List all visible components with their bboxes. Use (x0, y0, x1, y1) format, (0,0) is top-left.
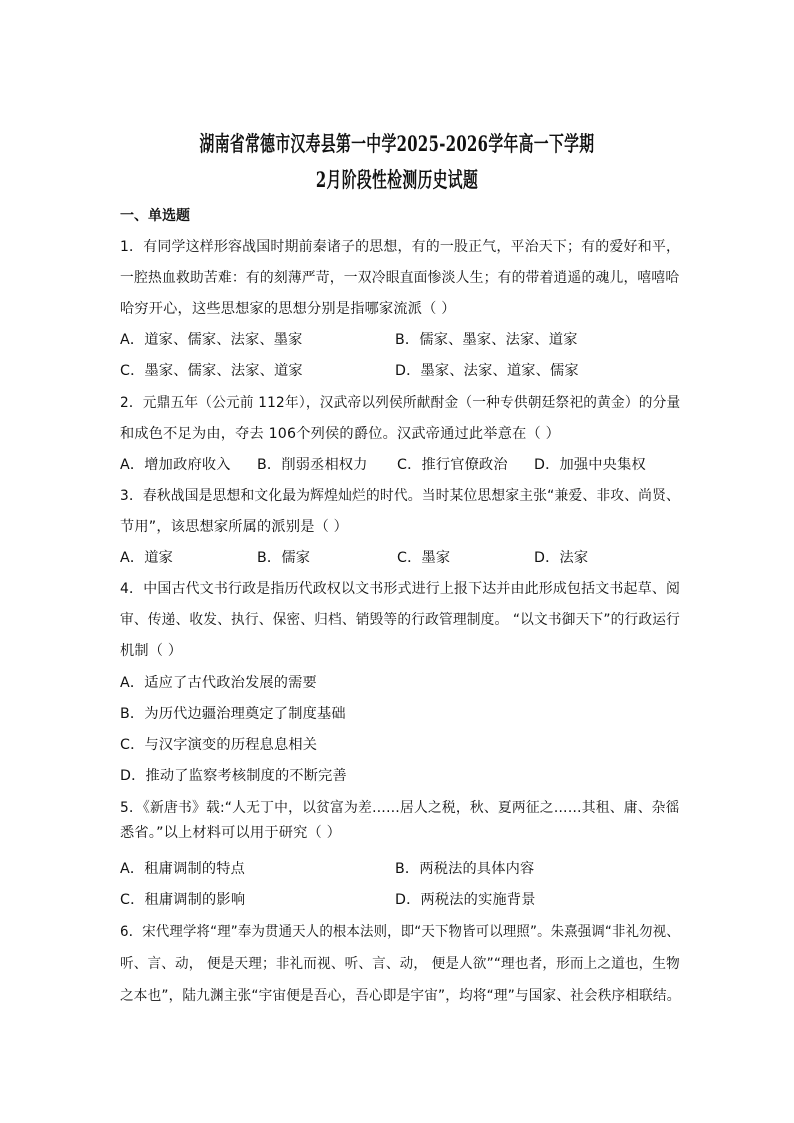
q5-option-c[interactable]: C．租庸调制的影响 (120, 892, 246, 908)
q2-line: 和成色不足为由，夺去 106个列侯的爵位。汉武帝通过此举意在（ ） (120, 426, 560, 442)
q4-option-d[interactable]: D．推动了监察考核制度的不断完善 (120, 768, 347, 784)
q4-line: 机制（ ） (120, 643, 183, 659)
q3-option-c[interactable]: C．墨家 (397, 550, 451, 566)
q1-line: 一腔热血救助苦难：有的刻薄严苛，一双冷眼直面惨淡人生；有的带着逍遥的魂儿，嘻嘻哈 (120, 270, 680, 286)
q3-line: 3．春秋战国是思想和文化最为辉煌灿烂的时代。当时某位思想家主张“兼爱、非攻、尚贤、 (120, 488, 680, 504)
q4-option-a[interactable]: A．适应了古代政治发展的需要 (120, 675, 317, 691)
q3-option-d[interactable]: D．法家 (534, 550, 589, 566)
q5-line: 悉省。”以上材料可以用于研究（ ） (120, 825, 341, 841)
q1-line: 1．有同学这样形容战国时期前秦诸子的思想，有的一股正气，平治天下；有的爱好和平， (120, 239, 681, 255)
exam-title-line1: 湖南省常德市汉寿县第一中学2025-2026学年高一下学期 (199, 131, 595, 156)
q5-option-b[interactable]: B．两税法的具体内容 (395, 861, 535, 877)
q6-line: 之本也”，陆九渊主张“宇宙便是吾心，吾心即是宇宙”，均将“理”与国家、社会秩序相联结。 (120, 988, 681, 1004)
q2-option-b[interactable]: B．削弱丞相权力 (257, 457, 368, 473)
q3-option-b[interactable]: B．儒家 (257, 550, 311, 566)
q1-option-d[interactable]: D．墨家、法家、道家、儒家 (395, 363, 579, 379)
q3-option-a[interactable]: A．道家 (120, 550, 174, 566)
q5-option-d[interactable]: D．两税法的实施背景 (395, 892, 536, 908)
q6-line: 6．宋代理学将“理”奉为贯通天人的根本法则，即“天下物皆可以理照”。朱熹强调“非礼勿视、 (120, 924, 680, 940)
q2-option-a[interactable]: A．增加政府收入 (120, 457, 231, 473)
q4-line: 审、传递、收发、执行、保密、归档、销毁等的行政管理制度。 “以文书御天下”的行政运行 (120, 612, 681, 628)
q1-option-c[interactable]: C．墨家、儒家、法家、道家 (120, 363, 303, 379)
exam-title-line2: 2月阶段性检测历史试题 (315, 167, 479, 192)
q1-option-a[interactable]: A．道家、儒家、法家、墨家 (120, 332, 303, 348)
q3-line: 节用”，该思想家所属的派别是（ ） (120, 519, 349, 535)
q6-line: 听、言、动， 便是天理；非礼而视、听、言、动， 便是人欲”“理也者，形而上之道也，生物 (120, 956, 680, 972)
section-heading: 一、单选题 (120, 208, 190, 224)
q2-option-c[interactable]: C．推行官僚政治 (397, 457, 508, 473)
q2-option-d[interactable]: D．加强中央集权 (534, 457, 646, 473)
q1-line: 哈穷开心，这些思想家的思想分别是指哪家流派（ ） (120, 301, 456, 317)
q4-option-b[interactable]: B．为历代边疆治理奠定了制度基础 (120, 706, 346, 722)
q1-option-b[interactable]: B．儒家、墨家、法家、道家 (395, 332, 578, 348)
q4-line: 4．中国古代文书行政是指历代政权以文书形式进行上报下达并由此形成包括文书起草、阅 (120, 581, 681, 597)
q2-line: 2．元鼎五年（公元前 112年），汉武帝以列侯所献酎金（一种专供朝廷祭祀的黄金）的分量 (120, 395, 681, 411)
q5-option-a[interactable]: A．租庸调制的特点 (120, 861, 246, 877)
q4-option-c[interactable]: C．与汉字演变的历程息息相关 (120, 737, 318, 753)
q5-line: 5．《新唐书》载:“人无丁中，以贫富为差……居人之税，秋、夏两征之……其租、庸、杂徭 (120, 800, 680, 816)
